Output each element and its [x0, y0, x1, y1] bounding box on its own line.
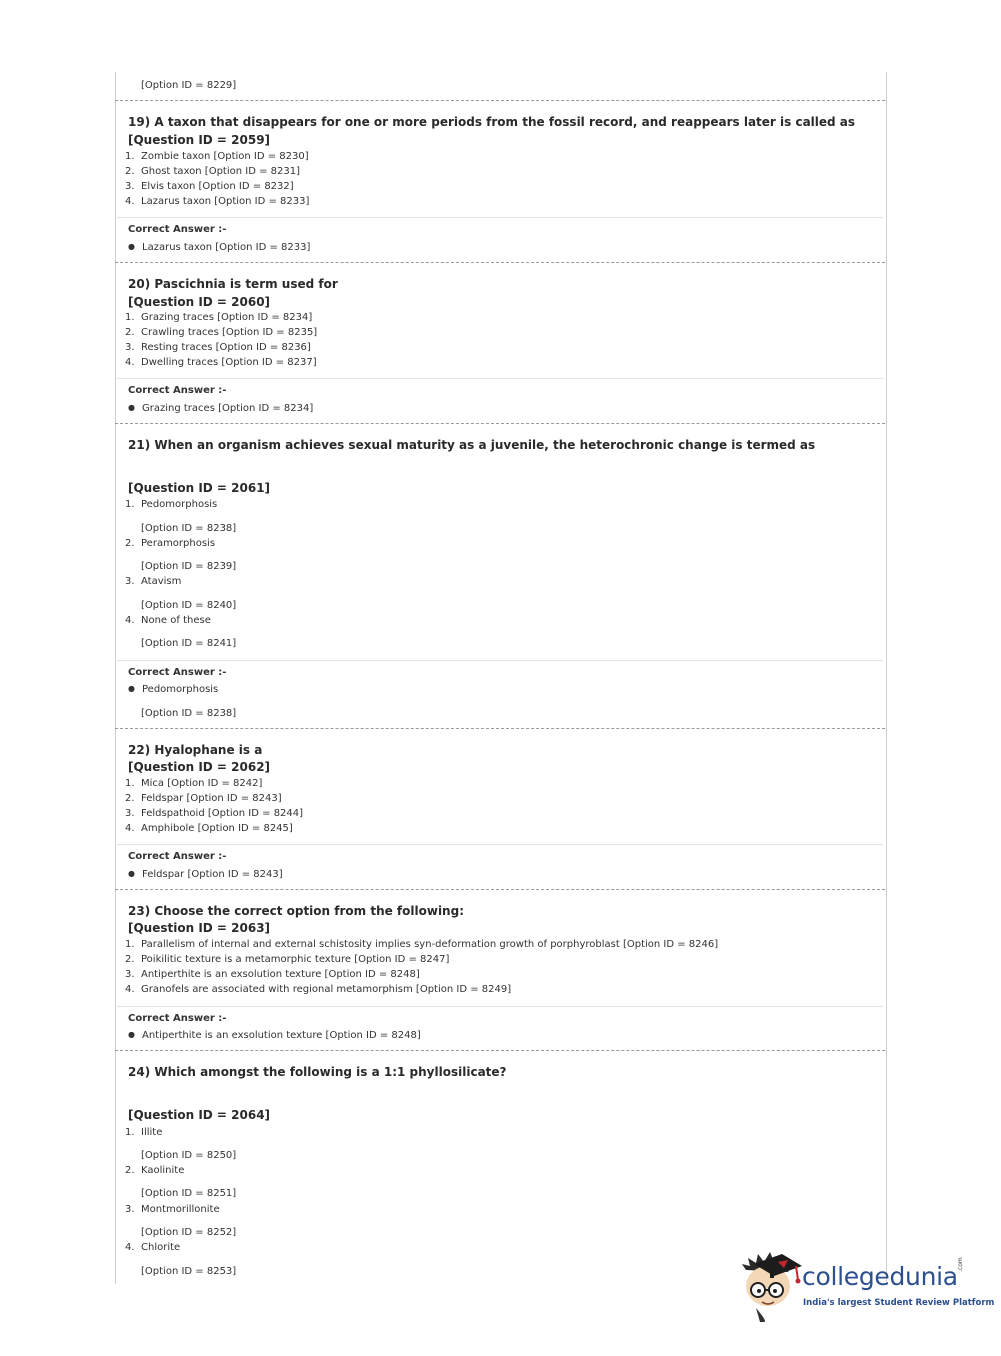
- option-item: 4. Amphibole [Option ID = 8245]: [125, 823, 293, 834]
- answer-separator: [117, 1006, 883, 1007]
- logo-dotcom: .com: [957, 1257, 964, 1272]
- option-id-text: [Option ID = 8241]: [141, 638, 237, 649]
- option-item: 1. Pedomorphosis: [125, 499, 218, 510]
- logo-tagline: India's largest Student Review Platform: [803, 1298, 995, 1308]
- question-title: 20) Pascichnia is term used for: [128, 277, 338, 291]
- question-title: 24) Which amongst the following is a 1:1 phyllosilicate?: [128, 1065, 507, 1079]
- option-id-text: [Option ID = 8238]: [141, 708, 237, 719]
- question-title: 21) When an organism achieves sexual maturity as a juvenile, the heterochronic change is termed as: [128, 438, 816, 452]
- option-id-text: [Option ID = 8240]: [141, 600, 237, 611]
- question-id: [Question ID = 2059]: [128, 133, 271, 147]
- correct-answer-label: Correct Answer :-: [128, 851, 227, 862]
- option-item: 1. Mica [Option ID = 8242]: [125, 778, 263, 789]
- question-id: [Question ID = 2063]: [128, 921, 271, 935]
- answer-separator: [117, 217, 883, 218]
- option-item: 2. Feldspar [Option ID = 8243]: [125, 793, 282, 804]
- option-item: 2. Kaolinite: [125, 1165, 185, 1176]
- question-title: 23) Choose the correct option from the following:: [128, 904, 464, 918]
- question-title: 22) Hyalophane is a: [128, 743, 263, 757]
- option-item: 1. Grazing traces [Option ID = 8234]: [125, 312, 313, 323]
- question-divider: [115, 100, 885, 101]
- option-item: 1. Illite: [125, 1127, 163, 1138]
- option-item: 4. None of these: [125, 615, 211, 626]
- question-divider: [115, 262, 885, 263]
- option-id-text: [Option ID = 8229]: [141, 80, 237, 91]
- option-id-text: [Option ID = 8253]: [141, 1266, 237, 1277]
- correct-answer-label: Correct Answer :-: [128, 667, 227, 678]
- bullet-icon: ●: [128, 242, 135, 251]
- question-id: [Question ID = 2064]: [128, 1108, 271, 1122]
- correct-answer: ● Pedomorphosis: [128, 684, 219, 695]
- correct-answer: ● Lazarus taxon [Option ID = 8233]: [128, 242, 311, 253]
- option-item: 3. Montmorillonite: [125, 1204, 220, 1215]
- question-id: [Question ID = 2060]: [128, 295, 271, 309]
- option-item: 3. Antiperthite is an exsolution texture [Option ID = 8248]: [125, 969, 420, 980]
- question-id: [Question ID = 2062]: [128, 760, 271, 774]
- option-item: 2. Crawling traces [Option ID = 8235]: [125, 327, 318, 338]
- option-id-text: [Option ID = 8238]: [141, 523, 237, 534]
- correct-answer-label: Correct Answer :-: [128, 224, 227, 235]
- bullet-icon: ●: [128, 869, 135, 878]
- question-title: 19) A taxon that disappears for one or more periods from the fossil record, and reappears later is called as: [128, 115, 856, 129]
- answer-separator: [117, 660, 883, 661]
- mascot-icon: [738, 1246, 802, 1322]
- question-divider: [115, 1050, 885, 1051]
- question-id: [Question ID = 2061]: [128, 481, 271, 495]
- answer-separator: [117, 844, 883, 845]
- option-id-text: [Option ID = 8250]: [141, 1150, 237, 1161]
- bullet-icon: ●: [128, 1030, 135, 1039]
- option-item: 2. Ghost taxon [Option ID = 8231]: [125, 166, 300, 177]
- question-divider: [115, 889, 885, 890]
- answer-separator: [117, 378, 883, 379]
- option-item: 1. Zombie taxon [Option ID = 8230]: [125, 151, 309, 162]
- correct-answer: ● Grazing traces [Option ID = 8234]: [128, 403, 314, 414]
- option-id-text: [Option ID = 8252]: [141, 1227, 237, 1238]
- question-divider: [115, 728, 885, 729]
- question-frame: [115, 72, 887, 1284]
- option-id-text: [Option ID = 8251]: [141, 1188, 237, 1199]
- correct-answer-label: Correct Answer :-: [128, 1013, 227, 1024]
- option-item: 3. Atavism: [125, 576, 182, 587]
- bullet-icon: ●: [128, 403, 135, 412]
- option-id-text: [Option ID = 8239]: [141, 561, 237, 572]
- correct-answer: ● Antiperthite is an exsolution texture [Option ID = 8248]: [128, 1030, 421, 1041]
- option-item: 4. Lazarus taxon [Option ID = 8233]: [125, 196, 310, 207]
- option-item: 3. Feldspathoid [Option ID = 8244]: [125, 808, 304, 819]
- option-item: 2. Peramorphosis: [125, 538, 216, 549]
- option-item: 3. Elvis taxon [Option ID = 8232]: [125, 181, 294, 192]
- option-item: 4. Dwelling traces [Option ID = 8237]: [125, 357, 317, 368]
- correct-answer-label: Correct Answer :-: [128, 385, 227, 396]
- bullet-icon: ●: [128, 684, 135, 693]
- option-item: 1. Parallelism of internal and external schistosity implies syn-deformation growth of porphyroblast [Option ID = 8246]: [125, 939, 719, 950]
- correct-answer: ● Feldspar [Option ID = 8243]: [128, 869, 283, 880]
- question-divider: [115, 423, 885, 424]
- option-item: 3. Resting traces [Option ID = 8236]: [125, 342, 311, 353]
- option-item: 4. Chlorite: [125, 1242, 181, 1253]
- logo-wordmark: collegedunia: [802, 1262, 958, 1291]
- option-item: 2. Poikilitic texture is a metamorphic texture [Option ID = 8247]: [125, 954, 450, 965]
- option-item: 4. Granofels are associated with regional metamorphism [Option ID = 8249]: [125, 984, 512, 995]
